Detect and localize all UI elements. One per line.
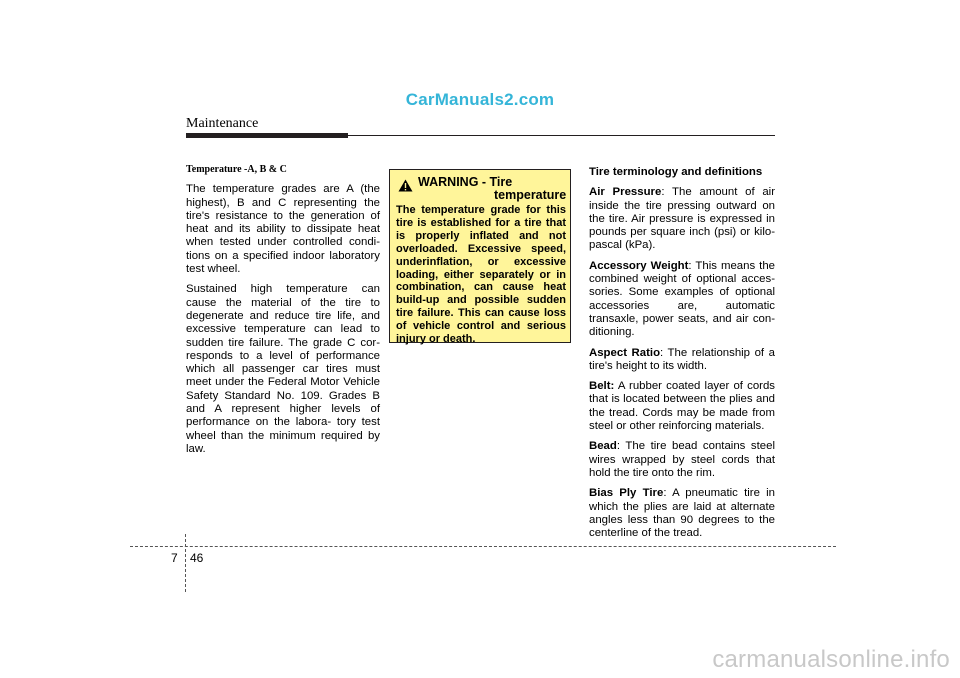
left-paragraph-1: The temperature grades are A (the highest), B and C representing the tire's resistance to the generation of heat and its ability to dissipate heat when tested under controlled condi- tions on a specified indoor laboratory test wheel. <box>186 183 380 276</box>
term-bias-ply-tire <box>589 487 775 540</box>
section-title: Maintenance <box>186 116 259 131</box>
term-accessory-weight <box>589 260 775 340</box>
watermark-bottom: carmanualsonline.info <box>712 646 950 673</box>
term-label: Bead <box>589 440 617 453</box>
temperature-subhead: Temperature -A, B & C <box>186 164 287 175</box>
left-column <box>186 163 380 463</box>
term-definition: : The relationship of a tire's height to its width. <box>589 346 775 372</box>
footer-rule <box>130 546 836 547</box>
left-paragraph-2: Sustained high temperature can cause the material of the tire to degenerate and reduce tire life, and excessive temperature can lead to sudden tire failure. The grade C cor- responds to a level of performance which all passenger car tires must meet under the Federal Motor Vehicle Safety Standard No. 109. Grades B and A represent higher levels of performance on the labora- tory test wheel than the minimum required by law. <box>186 283 380 455</box>
term-label: Air Pressure <box>589 186 662 199</box>
term-definition: : A pneumatic tire in which the plies are laid at alternate angles less than 90 degrees to the centerline of the tread. <box>589 487 775 540</box>
warning-title-line2: temperature <box>494 188 567 202</box>
term-definition: : The amount of air inside the tire pressing outward on the tire. Air pressure is expressed in pounds per square inch (psi) or kilo- pascal (kPa). <box>589 186 775 252</box>
footer-divider <box>185 534 186 592</box>
term-label: Belt: <box>589 380 615 393</box>
warning-triangle-icon <box>398 179 413 192</box>
term-belt <box>589 380 775 433</box>
terminology-heading: Tire terminology and definitions <box>589 166 763 178</box>
term-air-pressure <box>589 186 775 252</box>
right-column <box>589 166 775 547</box>
term-bead <box>589 440 775 480</box>
section-number: 7 <box>171 551 178 565</box>
term-label: Aspect Ratio <box>589 346 661 359</box>
warning-title: WARNING - Tire <box>418 175 513 189</box>
page-number: 46 <box>190 551 204 565</box>
term-label: Accessory Weight <box>589 259 689 272</box>
header-bar <box>186 133 348 138</box>
term-label: Bias Ply Tire <box>589 487 664 500</box>
term-definition: : The tire bead contains steel wires wrapped by steel cords that hold the tire onto the rim. <box>589 440 775 479</box>
term-definition: : This means the combined weight of optional acces- sories. Some examples of optional accessories are, automatic transaxle, power seats, and air con- ditioning. <box>589 259 776 339</box>
term-aspect-ratio <box>589 347 775 374</box>
watermark-top: CarManuals2.com <box>405 90 555 109</box>
warning-box <box>389 169 571 346</box>
warning-header <box>398 175 567 204</box>
warning-text: The temperature grade for this tire is established for a tire that is properly inflated and not overloaded. Excessive speed, underinflation, or excessive loading, either separately or in combination, can cause heat build-up and possible sudden tire failure. This can cause loss of vehicle control and serious injury or death. <box>396 204 566 346</box>
term-definition: A rubber coated layer of cords that is located between the plies and the tread. Cords may be made from steel or other reinforcing materials. <box>589 380 775 433</box>
